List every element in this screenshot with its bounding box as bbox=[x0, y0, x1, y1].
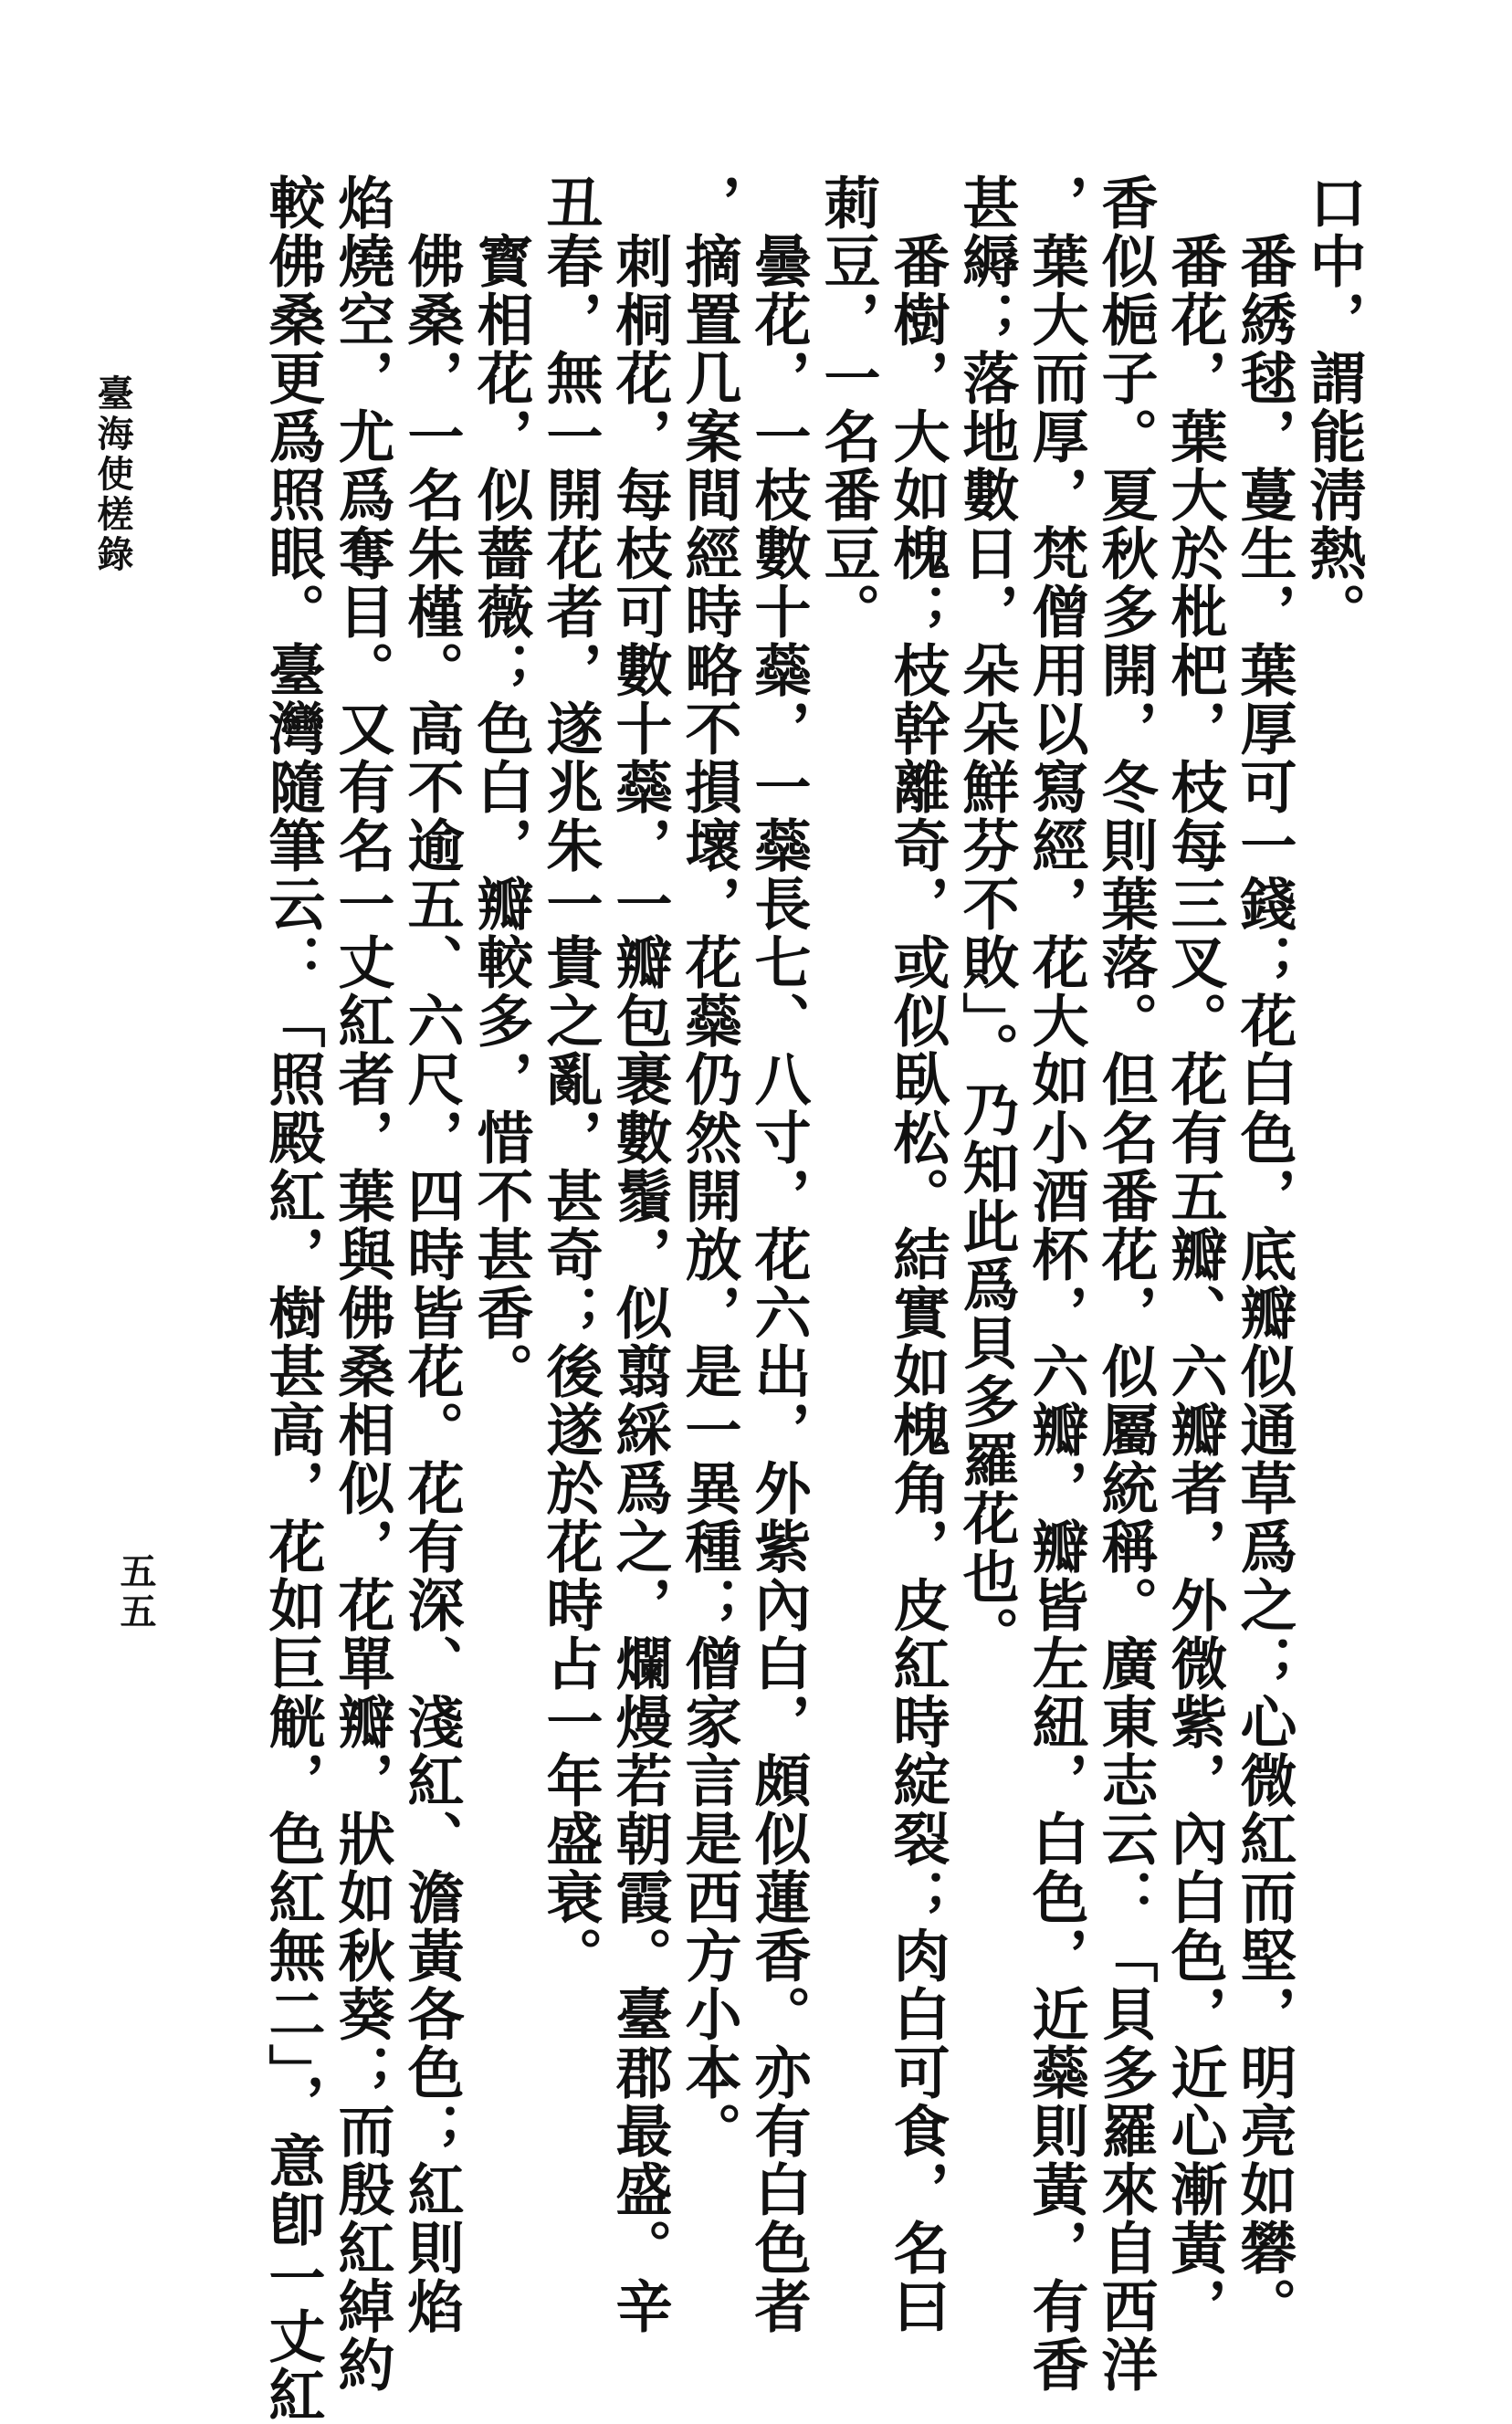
text-line: ，摘置几案間經時略不損壞，花蘂仍然開放，是一異種；僧家言是西方小本。 bbox=[676, 173, 742, 2160]
text-line: 曇花，一枝數十蘂，一蘂長七、八寸，花六出，外紫內白，頗似蓮香。亦有白色者 bbox=[745, 173, 812, 2335]
text-line: 口中，謂能淸熱。 bbox=[1300, 173, 1367, 641]
text-line: 香似梔子。夏秋多開，冬則葉落。但名番花，似屬統稱。廣東志云：「貝多羅來自西洋 bbox=[1092, 173, 1159, 2394]
text-line: 丑春，無一開花者，遂兆朱一貴之亂，甚奇；後遂於花時占一年盛衰。 bbox=[537, 173, 604, 1985]
text-line: ，葉大而厚，梵僧用以寫經，花大如小酒杯，六瓣，瓣皆左紐，白色，近蘂則黃，有香 bbox=[1023, 173, 1089, 2394]
running-head-title: 臺海使槎錄 bbox=[91, 374, 134, 575]
text-line: 番花，葉大於枇杷，枝每三叉。花有五瓣、六瓣者，外微紫，內白色，近心漸黃， bbox=[1161, 173, 1228, 2335]
text-line: 莿豆，一名番豆。 bbox=[814, 173, 881, 641]
body-text bbox=[257, 173, 1368, 2424]
text-line: 刺桐花，每枝可數十蘂，一瓣包裹數鬚，似翦綵爲之，爛熳若朝霞。臺郡最盛。辛 bbox=[606, 173, 673, 2335]
text-line: 寳相花，似薔薇；色白，瓣較多，惜不甚香。 bbox=[467, 173, 534, 1401]
text-line: 番綉毬，蔓生，葉厚可一錢；花白色，底瓣似通草爲之；心微紅而堅，明亮如礬。 bbox=[1231, 173, 1297, 2335]
text-line: 佛桑，一名朱槿。高不逾五、六尺，四時皆花。花有深、淺紅、澹黃各色；紅則焰 bbox=[398, 173, 465, 2335]
text-line: 較佛桑更爲照眼。臺灣隨筆云：「照殿紅，樹甚高，花如巨觥，色紅無二」，意卽一丈紅 bbox=[259, 173, 326, 2424]
text-line: 甚縟；落地數日，朵朵鮮芬不敗」。乃知此爲貝多羅花也。 bbox=[953, 173, 1020, 1664]
page-number: 五五 bbox=[114, 1552, 157, 1632]
text-line: 番樹，大如槐；枝幹離奇，或似臥松。結實如槐角，皮紅時綻裂；肉白可食，名曰 bbox=[884, 173, 950, 2335]
text-line: 焰燒空，尤爲奪目。又有名一丈紅者，葉與佛桑相似，花單瓣，狀如秋葵；而殷紅綽約 bbox=[329, 173, 395, 2394]
